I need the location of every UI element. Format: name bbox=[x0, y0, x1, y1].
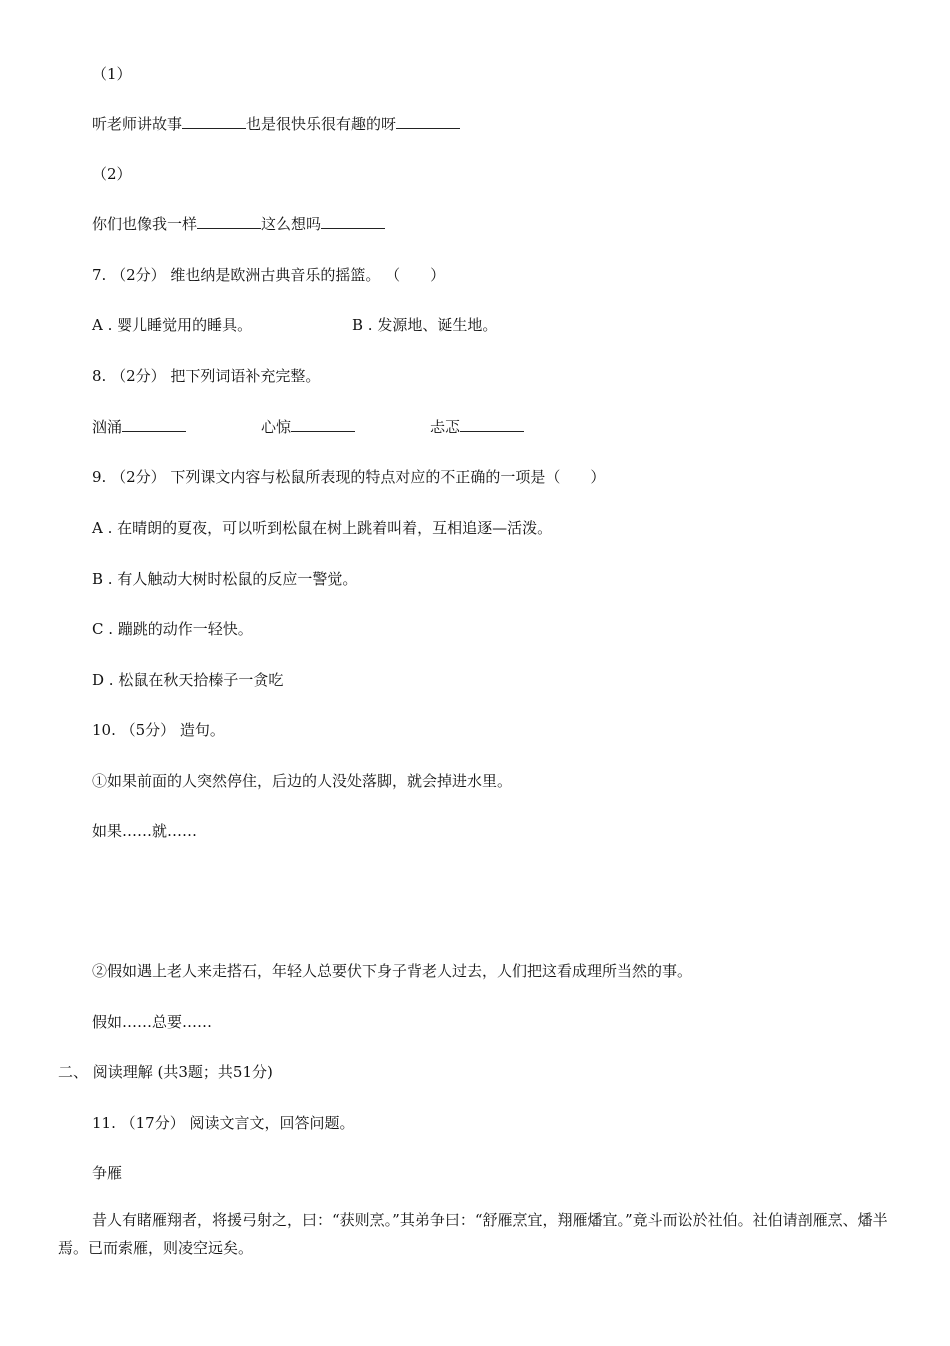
q6-sub2-part1: 你们也像我一样 bbox=[92, 215, 198, 233]
q6-sub1-blank2[interactable] bbox=[396, 114, 460, 129]
q8-stem: 8. （2分） 把下列词语补充完整。 bbox=[92, 367, 321, 385]
q8-word3-blank[interactable] bbox=[460, 417, 524, 432]
q8-word2-blank[interactable] bbox=[291, 417, 355, 432]
q8-word1-blank[interactable] bbox=[122, 417, 186, 432]
q11-passage: 昔人有睹雁翔者，将援弓射之，曰：“获则烹。”其弟争曰：“舒雁烹宜，翔雁燔宜。”竟斗而讼於社伯。社伯请剖雁烹、燔半焉。已而索雁，则凌空远矣。 bbox=[58, 1211, 888, 1257]
q10-item1: ①如果前面的人突然停住，后边的人没处落脚，就会掉进水里。 bbox=[92, 772, 513, 790]
q6-sub1-part1: 听老师讲故事 bbox=[92, 115, 183, 133]
q8-word2 bbox=[261, 417, 355, 437]
q9-option-d[interactable]: D . 松鼠在秋天拾榛子一贪吃 bbox=[92, 671, 284, 689]
q6-sub1-blank1[interactable] bbox=[182, 114, 246, 129]
q8-word1-text: 汹涌 bbox=[92, 418, 123, 436]
q6-sub2-part2: 这么想吗 bbox=[261, 215, 322, 233]
q6-sub2-blank2[interactable] bbox=[321, 214, 385, 229]
q9-option-b[interactable]: B . 有人触动大树时松鼠的反应一警觉。 bbox=[92, 570, 358, 588]
q10-pattern1: 如果……就…… bbox=[92, 822, 198, 840]
q10-item2: ②假如遇上老人来走搭石，年轻人总要伏下身子背老人过去，人们把这看成理所当然的事。 bbox=[92, 962, 693, 980]
q8-word2-text: 心惊 bbox=[261, 418, 292, 436]
section-heading: 二、 阅读理解 (共3题；共51分) bbox=[58, 1063, 273, 1081]
q6-sub1-sentence bbox=[92, 114, 460, 134]
q10-stem: 10. （5分） 造句。 bbox=[92, 721, 225, 739]
q10-pattern2: 假如……总要…… bbox=[92, 1013, 213, 1031]
q6-sub1-part2: 也是很快乐很有趣的呀 bbox=[246, 115, 397, 133]
q9-stem: 9. （2分） 下列课文内容与松鼠所表现的特点对应的不正确的一项是（ ） bbox=[92, 468, 606, 486]
q7-stem: 7. （2分） 维也纳是欧洲古典音乐的摇篮。 （ ） bbox=[92, 266, 446, 284]
q8-word1 bbox=[92, 417, 186, 437]
q11-stem: 11. （17分） 阅读文言文，回答问题。 bbox=[92, 1114, 355, 1132]
q11-passage-title: 争雁 bbox=[92, 1164, 123, 1182]
q6-sub2-blank1[interactable] bbox=[197, 214, 261, 229]
q7-option-b[interactable]: B . 发源地、诞生地。 bbox=[352, 316, 498, 334]
q9-option-a[interactable]: A . 在晴朗的夏夜，可以听到松鼠在树上跳着叫着，互相追逐—活泼。 bbox=[92, 519, 553, 537]
q6-sub1-number: （1） bbox=[92, 65, 132, 83]
q7-option-a[interactable]: A . 婴儿睡觉用的睡具。 bbox=[92, 316, 253, 334]
q6-sub2-number: （2） bbox=[92, 165, 132, 183]
q9-option-c[interactable]: C . 蹦跳的动作一轻快。 bbox=[92, 620, 253, 638]
q8-word3-text: 忐忑 bbox=[430, 418, 461, 436]
q6-sub2-sentence bbox=[92, 214, 385, 234]
q8-word3 bbox=[430, 417, 524, 437]
